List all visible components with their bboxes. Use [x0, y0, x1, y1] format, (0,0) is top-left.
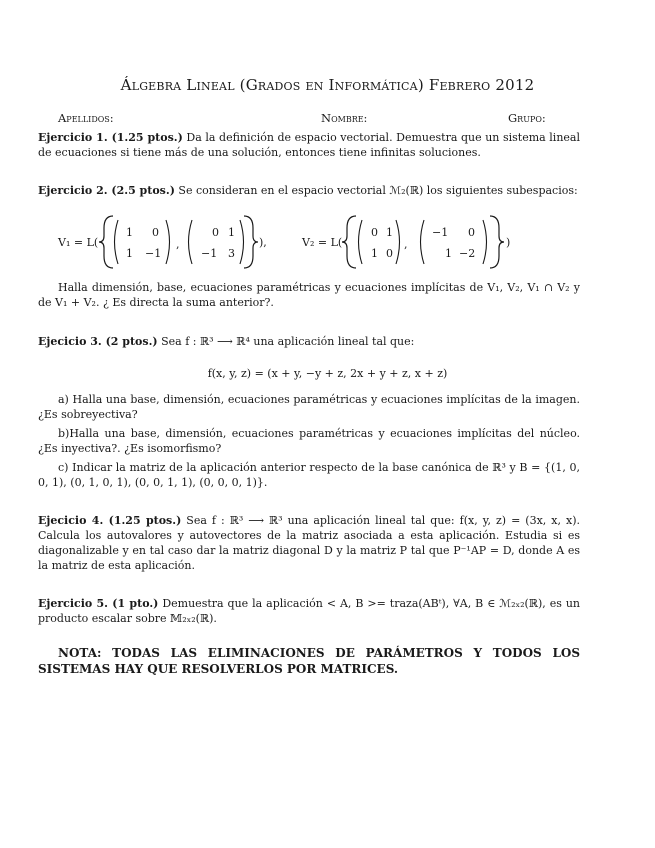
exercise-2-text: Se consideran en el espacio vectorial ℳ₂(ℝ) los siguientes subespacios:: [174, 184, 578, 197]
matrix-1-left-paren: [115, 220, 119, 264]
matrix-2-cell: 0: [212, 226, 219, 239]
matrix-3-cell: 0: [371, 226, 378, 239]
exercise-3: [38, 334, 580, 349]
right-brace: [490, 216, 504, 268]
matrix-4-cell: 1: [445, 247, 452, 260]
matrix-1-cell: 1: [126, 226, 133, 239]
exercise-1-label: Ejercicio 1. (1.25 ptos.): [38, 131, 183, 144]
matrix-3-cell: 1: [371, 247, 378, 260]
page-title: Álgebra Lineal (Grados en Informática) Febrero 2012: [120, 76, 535, 94]
exercise-5-text: Demuestra que la aplicación < A, B >= traza(ABᵗ), ∀A, B ∈ ℳ₂ₓ₂(ℝ), es un producto escalar sobre 𝕄₂ₓ₂(ℝ).: [38, 597, 580, 625]
exercise-3-formula: f(x, y, z) = (x + y, −y + z, 2x + y + z, x + z): [207, 367, 448, 380]
matrix-2-left-paren: [189, 220, 193, 264]
exercise-3-part-a: a) Halla una base, dimensión, ecuaciones paramétricas y ecuaciones implícitas de la imagen. ¿Es sobreyectiva?: [38, 393, 580, 421]
exercise-2: [38, 183, 580, 198]
matrix-4-cell: 0: [468, 226, 475, 239]
matrix-2-cell: −1: [201, 247, 218, 260]
exercise-5-label: Ejercicio 5. (1 pto.): [38, 597, 159, 610]
matrix-3-cell: 0: [386, 247, 393, 260]
comma: ,: [176, 238, 180, 251]
right-brace: [244, 216, 258, 268]
exercise-3-part-b: b)Halla una base, dimensión, ecuaciones paramétricas y ecuaciones implícitas del núcleo. ¿Es inyectiva?. ¿Es isomorfismo?: [38, 427, 580, 455]
left-brace: [342, 216, 356, 268]
nombre-label: Nombre:: [321, 111, 368, 125]
subspaces-formula: [0, 208, 655, 276]
matrix-2-cell: 3: [228, 247, 235, 260]
v1-close: ),: [259, 236, 267, 249]
matrix-1-right-paren: [166, 220, 170, 264]
matrix-2-right-paren: [240, 220, 244, 264]
exercise-1-text: Da la definición de espacio vectorial. Demuestra que un sistema lineal de ecuaciones si tiene más de una solución, entonces tiene infinitas soluciones.: [38, 131, 580, 159]
exercise-5: [38, 596, 580, 626]
matrix-4-left-paren: [421, 220, 425, 264]
matrix-4-right-paren: [483, 220, 487, 264]
matrix-1-cell: 1: [126, 247, 133, 260]
matrix-4-cell: −1: [432, 226, 449, 239]
v2-label: V₂ = L(: [302, 236, 343, 249]
grupo-label: Grupo:: [508, 111, 546, 125]
exercise-4-label: Ejecicio 4. (1.25 ptos.): [38, 514, 182, 527]
exercise-3-text: Sea f : ℝ³ ⟶ ℝ⁴ una aplicación lineal tal que:: [157, 335, 415, 348]
matrix-4-cell: −2: [459, 247, 476, 260]
exercise-3-label: Ejecicio 3. (2 ptos.): [38, 335, 158, 348]
v1-label: V₁ = L(: [58, 236, 99, 249]
exercise-1: [38, 130, 580, 160]
v2-close: ): [506, 236, 511, 249]
left-brace: [99, 216, 113, 268]
apellidos-label: Apellidos:: [58, 111, 114, 125]
matrix-1-cell: 0: [152, 226, 159, 239]
exam-note: NOTA: TODAS LAS ELIMINACIONES DE PARÁMETROS Y TODOS LOS SISTEMAS HAY QUE RESOLVERLOS POR MATRICES.: [38, 646, 580, 676]
exercise-4-text: Sea f : ℝ³ ⟶ ℝ³ una aplicación lineal tal que: f(x, y, z) = (3x, x, x). Calcula los autovalores y autovectores de la matriz asociada a esta aplicación. Estudia si es diagonalizable y en tal caso dar la matriz diagonal D y la matriz P tal que P⁻¹AP = D, donde A es la matriz de esta aplicación.: [38, 514, 580, 572]
exercise-2-label: Ejercicio 2. (2.5 ptos.): [38, 184, 175, 197]
exercise-3-part-c: c) Indicar la matriz de la aplicación anterior respecto de la base canónica de ℝ³ y B = {(1, 0, 0, 1), (0, 1, 0, 1), (0, 0, 1, 1), (0, 0, 0, 1)}.: [38, 461, 580, 489]
comma: ,: [404, 238, 408, 251]
matrix-1-cell: −1: [145, 247, 162, 260]
exercise-4: [38, 513, 580, 573]
matrix-3-right-paren: [396, 220, 400, 264]
matrix-3-left-paren: [359, 220, 363, 264]
matrix-2-cell: 1: [228, 226, 235, 239]
matrix-3-cell: 1: [386, 226, 393, 239]
exercise-2-question: Halla dimensión, base, ecuaciones paramétricas y ecuaciones implícitas de V₁, V₂, V₁ ∩ V₂ y de V₁ + V₂. ¿ Es directa la suma anterior?.: [38, 281, 580, 309]
